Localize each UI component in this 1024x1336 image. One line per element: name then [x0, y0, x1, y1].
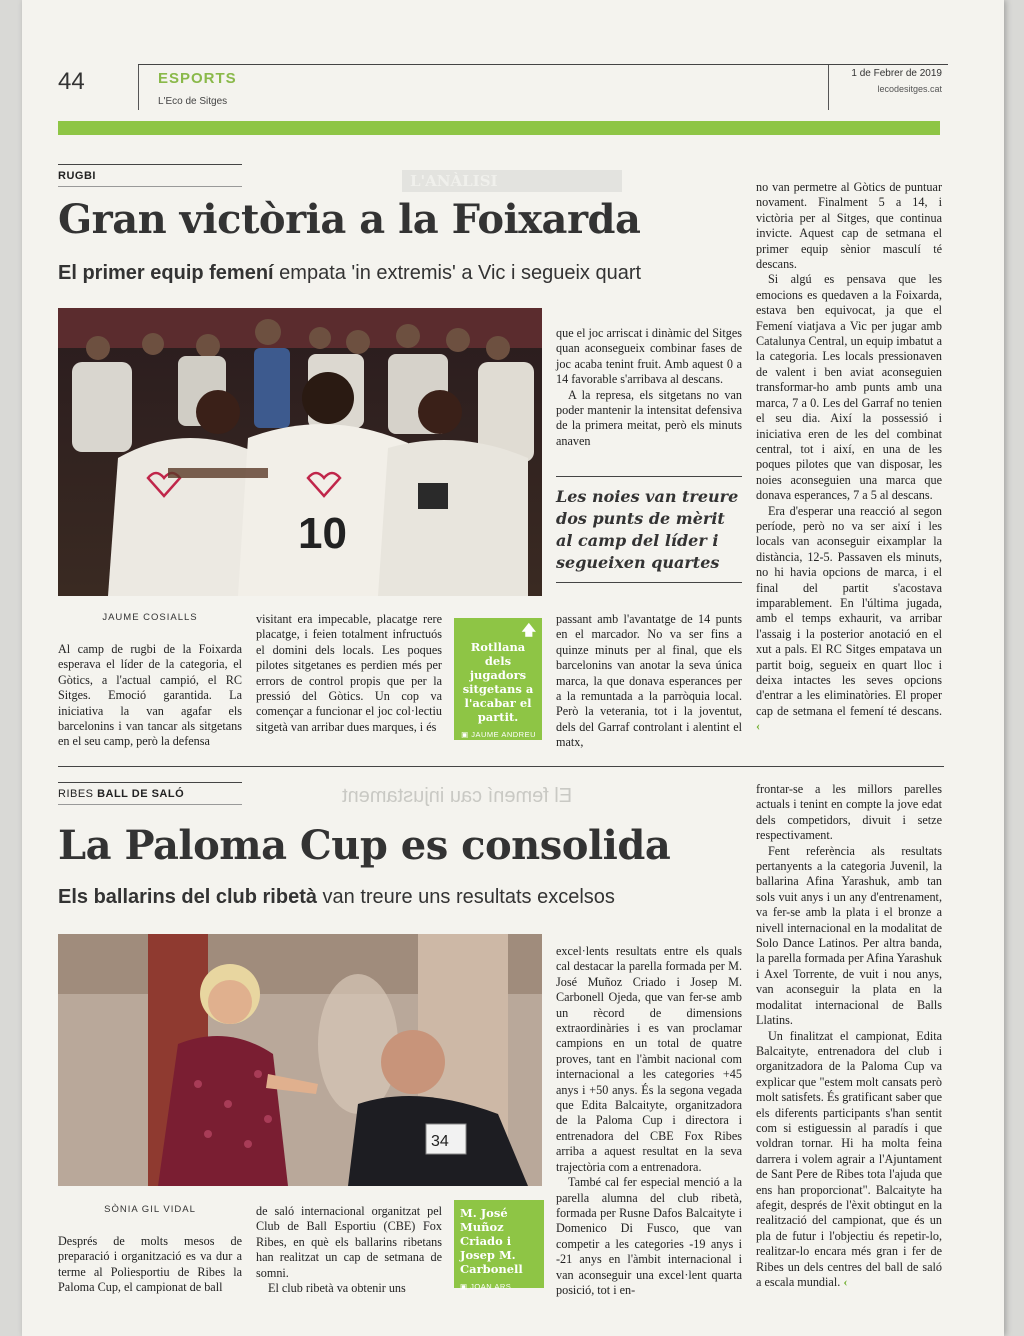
- show-through-text: L'ANÀLISI: [402, 170, 622, 192]
- kicker-rule: [58, 186, 242, 187]
- article-column: [256, 1204, 442, 1296]
- section-title: ESPORTS: [158, 70, 237, 87]
- article-column: [556, 326, 742, 449]
- article-column: [556, 612, 742, 751]
- subhead-rest: van treure uns resultats excelsos: [316, 886, 615, 908]
- paragraph-text: Era d'esperar una reacció al segon període, però no va ser així i les locals van aconseguir eixamplar la distància, 12-5. Passaven els minuts, no hi havia opcions de marca, i el final del partit s'acostava imparablement. En l'última jugada, amb el temps exhaurit, va arribar l'assaig i la posterior anotació en el xut a pals. El RC Sitges empatava un partit boig, segueix en quart lloc i deixa intactes les seves opcions d'entrar a les eliminatòries. El proper cap de setmana el femení té descans.: [756, 503, 942, 718]
- page-number: 44: [58, 68, 85, 95]
- paragraph: Fent referència als resultats pertanyents a la categoria Juvenil, la ballarina Afina Yarashuk, amb tan sols vuit anys i un any d'entrenament, va fer-se amb la plata i el bronze a nivell internacional en la modalitat de Solo Dance Latinos. Per altra banda, la parella formada per Afina Yarashuk i Axel Torrente, de vuit i nou anys, van aconseguir la plata en la modalitat internacional de Balls Llatins.: [756, 843, 942, 1028]
- paragraph: El club ribetà va obtenir uns: [268, 1281, 406, 1296]
- quote-rule: [556, 582, 742, 583]
- caption-credit-name: JOAN ARS: [470, 1282, 512, 1291]
- article-column: [58, 642, 242, 750]
- subhead-bold: Els ballarins del club ribetà: [58, 886, 317, 908]
- end-mark-icon: ‹: [756, 719, 761, 734]
- article-headline: Gran victòria a la Foixarda: [58, 196, 641, 243]
- article-column: [756, 782, 942, 1290]
- article-column: [58, 1234, 242, 1296]
- paragraph: [756, 1029, 942, 1291]
- publication-name: L'Eco de Sitges: [158, 96, 228, 107]
- paragraph-text: Un finalitzat el campionat, Edita Balcaityte, entrenadora del club i organitzadora de la Paloma Cup va explicar que "estem molt cansats però molt satisfets. És gratificant saber que els diferents participants s'han sentit com si estiguessin al paradís i que voldran tornar. Hi ha molta feina darrera i volem agrair a l'Ajuntament de Sant Pere de Ribes tota l'ajuda que ens han proporcionat". Balcaityte ha afegit, després de l'èxit obtingut en la realització del campionat, que és un pla de futur i l'objectiu és repetir-lo, realitzar-lo encara més gran i fer de Ribes un dels centres del ball de saló a escala mundial.: [756, 1028, 942, 1289]
- article-kicker: RUGBI: [58, 170, 96, 182]
- paragraph: excel·lents resultats entre els quals cal destacar la parella formada per M. José Muñoz Criado i Josep M. Carbonell Ojeda, que van fer-se amb un rècord de dimensions extraordinàries i es van proclamar campions en un total de quatre proves, tant en l'àmbit nacional com internacional a les categories +45 anys i +50 anys. És la segona vegada que Edita Balcaityte, organitzadora de la Paloma Cup i directora i entrenadora del CBE Fox Ribes arriba a aquest resultat en la seva trajectòria com a entrenadora.: [556, 944, 742, 1174]
- show-through-text: El femení cau injustament: [342, 785, 573, 807]
- article-headline: La Paloma Cup es consolida: [58, 822, 671, 869]
- dance-photo: [58, 934, 542, 1186]
- paragraph: que el joc arriscat i dinàmic del Sitges quan aconsegueix combinar fases de joc acaba tenint fruit. Amb aquest 0 a 14 favorable s'arribava al descans.: [556, 326, 742, 387]
- kicker-bold: BALL DE SALÓ: [97, 788, 185, 800]
- newspaper-page: [22, 0, 1004, 1336]
- paragraph: visitant era impecable, placatge rere placatge, i feien totalment infructuós el domini dels locals. Les poques pilotes sitgetanes es perdien més per errors de control propis que per la pressió del Gòtics. Un cop va començar a funcionar el joc col·lectiu sitgetà van arribar dues marques, i és: [256, 612, 442, 734]
- section-color-bar: [58, 121, 940, 135]
- quote-rule: [556, 476, 742, 477]
- article-column: [256, 612, 442, 735]
- article-column: [756, 180, 942, 735]
- svg-text:10: 10: [298, 509, 347, 558]
- paragraph: passant amb l'avantatge de 14 punts en el marcador. No va ser fins a quinze minuts per al final, que els barcelonins van anotar la seva única marca, la que donava esperances per a la remuntada a la parròquia local. Però la veterania, tot i la joventut, dels del Garraf controlant i alentint el matx,: [556, 612, 742, 750]
- paragraph: També cal fer especial menció a la parella alumna del club ribetà, formada per Rusne Dafos Balcaityte i Domenico Di Fusco, que van competir a les categories -19 anys i -21 anys en l'àmbit internacional i van aconseguir una excel·lent quarta posició, tot i en-: [556, 1175, 742, 1297]
- paragraph: Al camp de rugbi de la Foixarda esperava el líder de la categoria, el Gòtics, a l'actual campió, el RC Sitges. Emoció garantida. La iniciativa la van agafar els barcelonins i van tancar als sitgetans en el seu camp, però la defensa: [58, 642, 242, 749]
- rugby-photo-illustration: [58, 308, 542, 596]
- camera-icon: ▣: [461, 730, 472, 739]
- paragraph: [756, 504, 942, 735]
- article-subheadline: [58, 262, 641, 285]
- photo-credit: SÒNIA GIL VIDAL: [58, 1204, 242, 1215]
- bib-number: 34: [431, 1133, 449, 1150]
- kicker-rule: [58, 164, 242, 165]
- kicker-rule: [58, 804, 242, 805]
- caption-credit: [460, 1280, 538, 1294]
- photo-caption-box: [454, 1200, 544, 1291]
- paragraph: A la represa, els sitgetans no van poder mantenir la intensitat defensiva de la primera meitat, però els minuts anaven: [556, 387, 742, 448]
- paragraph: de saló internacional organitzat pel Club de Ball Esportiu (CBE) Fox Ribes, en què els ballarins ribetans han realitzat un cap de setmana de somni.: [256, 1204, 442, 1280]
- paragraph: no van permetre al Gòtics de puntuar novament. Finalment 5 a 14, i victòria per al Sitges, que continua invicte. Aquest cap de setmana el primer equip sènior masculí té descans.: [756, 180, 942, 272]
- article-separator: [58, 766, 944, 767]
- article-column: [556, 944, 742, 1298]
- dance-photo-illustration: [58, 934, 542, 1186]
- subhead-bold: El primer equip femení: [58, 262, 274, 284]
- website: lecodesitges.cat: [877, 84, 942, 94]
- arrow-up-icon: 🡅: [521, 623, 536, 639]
- header-divider: [828, 64, 829, 110]
- subhead-rest: empata 'in extremis' a Vic i segueix quart: [273, 262, 642, 284]
- paragraph: frontar-se a les millors parelles actuals i tenint en compte la jove edat dels competidors, divuit i setze respectivament.: [756, 782, 942, 843]
- caption-credit-name: JAUME ANDREU: [471, 730, 536, 739]
- header-rule: [138, 64, 948, 65]
- camera-icon: ▣: [460, 1282, 471, 1291]
- end-mark-icon: ‹: [843, 1275, 848, 1289]
- issue-date: 1 de Febrer de 2019: [851, 68, 942, 79]
- kicker-rule: [58, 782, 242, 783]
- photo-caption-box: [454, 618, 542, 740]
- photo-credit: JAUME COSIALLS: [58, 612, 242, 623]
- paragraph: Si algú es pensava que les emocions es quedaven a la Foixarda, estava ben equivocat, ja que el Femení viatjava a Vic per jugar amb Catalunya Central, un equip imbatut a la categoria. Les locals pressionaven de valent i ben aviat aconseguien transformar-ho amb punts amb una marca, 7 a 0. Les del Garraf no tenien el seu dia. Així la possessió i iniciativa eren de les del combinat central, tot i així, en una de les poques pilotes que van disposar, les noies aconseguien una marca que donava esperances, 7 a 5 al descans.: [756, 272, 942, 503]
- caption-text: Rotllana dels jugadors sitgetans a l'acabar el partit.: [462, 640, 534, 724]
- caption-credit: [460, 728, 536, 742]
- header-divider: [138, 64, 139, 110]
- pull-quote: Les noies van treure dos punts de mèrit al camp del líder i segueixen quartes: [556, 487, 739, 572]
- caption-text: M. José Muñoz Criado i Josep M. Carbonell: [460, 1206, 523, 1276]
- paragraph: Després de molts mesos de preparació i organització es va dur a terme al Poliesportiu de Ribes la Paloma Cup, el campionat de ball: [58, 1234, 242, 1295]
- article-kicker: [58, 788, 184, 800]
- article-subheadline: [58, 886, 615, 909]
- rugby-photo: [58, 308, 542, 596]
- kicker-light: RIBES: [58, 788, 98, 800]
